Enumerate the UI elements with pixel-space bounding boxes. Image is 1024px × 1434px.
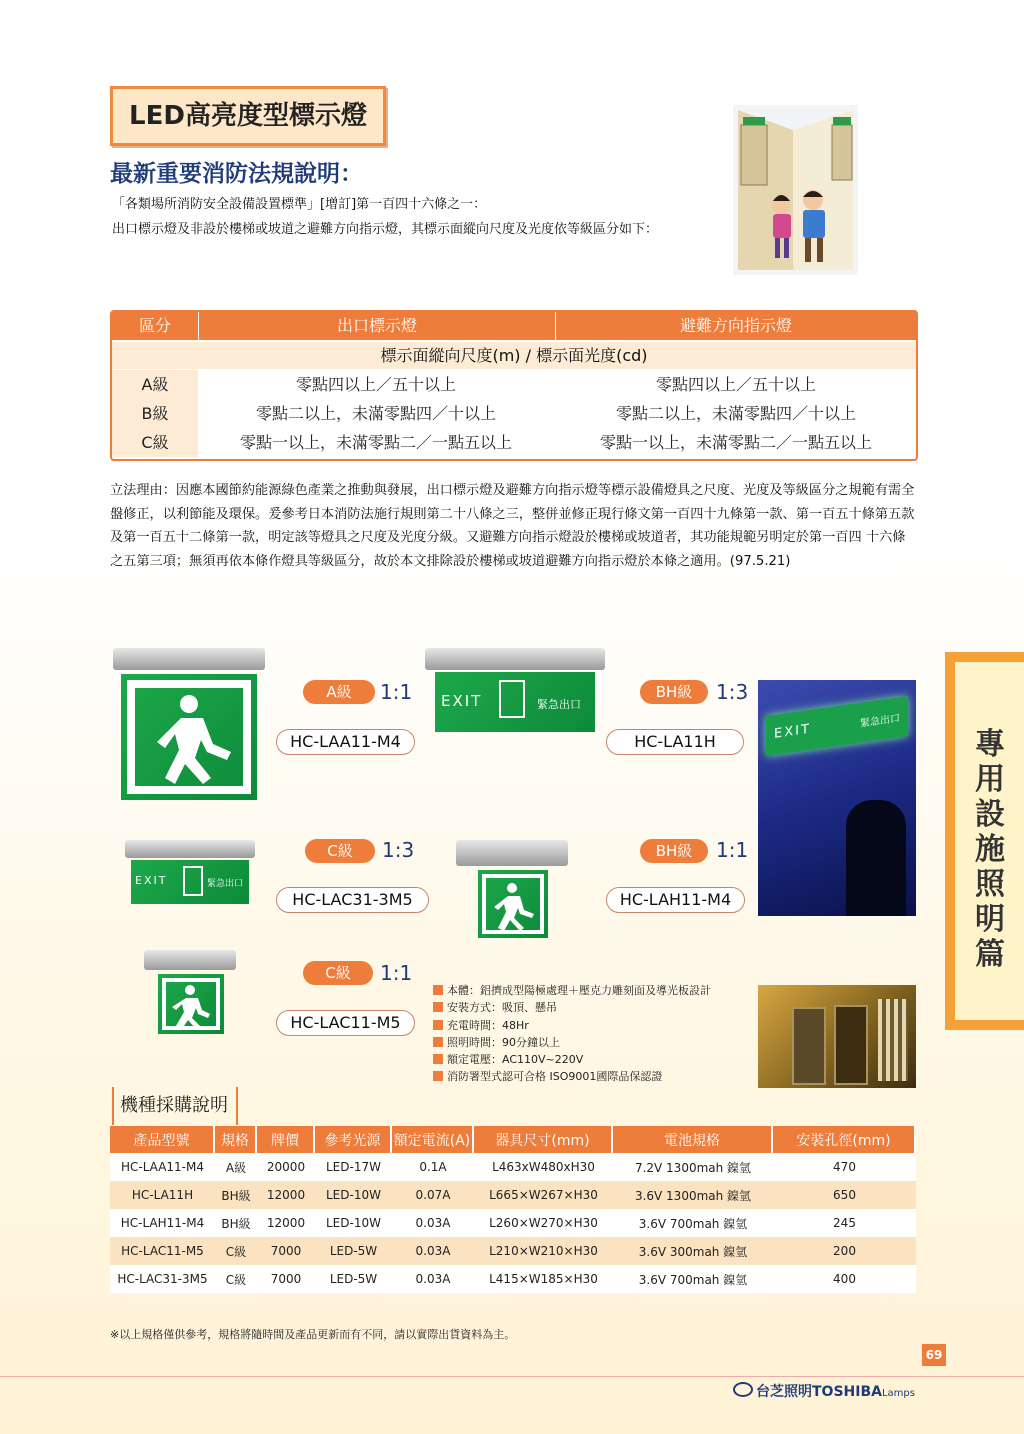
cell-model: HC-LA11H (110, 1181, 215, 1209)
ratio-label: 1:1 (380, 961, 413, 985)
disclaimer-note: ※以上規格僅供參考，規格將隨時間及產品更新而有不同，請以實際出貨資料為主。 (110, 1328, 516, 1341)
ratio-label: 1:1 (716, 838, 749, 862)
cell-hole: 650 (773, 1181, 916, 1209)
cell-price: 7000 (257, 1265, 315, 1293)
grade-badge: C級 (305, 839, 375, 863)
table-row (110, 1153, 916, 1181)
cell-hole: 400 (773, 1265, 916, 1293)
sign-exit-text: EXIT (441, 692, 483, 710)
grade-cell: B級 (112, 399, 198, 428)
model-label: HC-LAA11-M4 (276, 729, 415, 755)
cell-price: 12000 (257, 1209, 315, 1237)
brand-lamps: Lamps (881, 1388, 915, 1399)
model-label: HC-LA11H (606, 729, 744, 755)
grade-badge: A級 (303, 680, 375, 704)
col-header: 參考光源 (315, 1126, 392, 1153)
cell-light-source: LED-5W (315, 1265, 392, 1293)
grade-cell: C級 (112, 428, 198, 457)
cell-grade: BH級 (215, 1209, 257, 1237)
cell-current: 0.03A (392, 1237, 474, 1265)
legislative-reason-text: 立法理由：因應本國節約能源綠色產業之推動與發展，出口標示燈及避難方向指示燈等標示設備燈具之尺度、光度及等級區分之規範有需全盤修正，以利節能及環保。爰參考日本消防法施行規則第二十八條之三，整併並修正現行條文第一百四十九條第一款、第一百五十條第五款及第一百五十二條第一款，明定該等燈具之尺度及光度分級。又避難方向指示燈設於樓梯或坡道者，其功能規範另明定於第一百四 十六條之五第三項；無須再依本條作燈具等級區分，故於本文排除設於樓梯或坡道避難方向指示燈於本條之適用。(97.5.21) (110, 483, 915, 569)
grade-cell: A級 (112, 370, 198, 399)
model-label: HC-LAC31-3M5 (276, 887, 429, 913)
cell-size: L260×W270×H30 (474, 1209, 613, 1237)
cell-size: L415×W185×H30 (474, 1265, 613, 1293)
intro-line-2: 出口標示燈及非設於樓梯或坡道之避難方向指示燈，其標示面縱向尺度及光度依等級區分如下： (112, 222, 659, 237)
cell-battery: 3.6V 300mah 鎳氫 (613, 1237, 773, 1265)
grade-subheader: 標示面縱向尺度(m) / 標示面光度(cd) (112, 342, 916, 369)
cell-hole: 200 (773, 1237, 916, 1265)
cell-grade: BH級 (215, 1181, 257, 1209)
cell-current: 0.03A (392, 1209, 474, 1237)
section-subtitle: 最新重要消防法規說明： (110, 161, 363, 187)
cell-size: L210×W210×H30 (474, 1237, 613, 1265)
spec-item: 充電時間：48Hr (433, 1017, 711, 1034)
children-exit-illustration (733, 105, 858, 275)
installation-photo-night (758, 680, 916, 916)
table-row (110, 1181, 916, 1209)
purchase-section-title: 機種採購說明 (112, 1087, 238, 1125)
brand-toshiba: TOSHIBA (812, 1384, 882, 1400)
cell-light-source: LED-5W (315, 1237, 392, 1265)
cell-battery: 3.6V 700mah 鎳氫 (613, 1265, 773, 1293)
grade-header-class: 區分 (112, 312, 198, 340)
grade-direction-cell: 零點二以上，未滿零點四／十以上 (615, 404, 856, 423)
cell-battery: 3.6V 700mah 鎳氫 (613, 1209, 773, 1237)
grade-exit-cell: 零點四以上／五十以上 (295, 375, 456, 394)
grade-badge: BH級 (640, 839, 708, 863)
grade-header-direction: 避難方向指示燈 (556, 312, 916, 340)
cell-size: L463xW480xH30 (474, 1153, 613, 1181)
cell-current: 0.07A (392, 1181, 474, 1209)
product-image-hc-lac11-m5 (144, 950, 236, 1036)
col-header: 產品型號 (110, 1126, 215, 1153)
spec-item: 安裝方式：吸頂、懸吊 (433, 999, 711, 1016)
grade-direction-cell: 零點四以上／五十以上 (655, 375, 816, 394)
col-header: 電池規格 (613, 1126, 773, 1153)
col-header: 規格 (215, 1126, 257, 1153)
spec-item: 額定電壓：AC110V~220V (433, 1051, 711, 1068)
ratio-label: 1:3 (716, 680, 749, 704)
installation-photo-hallway (758, 985, 916, 1088)
grade-header-exit: 出口標示燈 (199, 312, 555, 340)
sign-exit-text: EXIT (135, 874, 168, 887)
cell-model: HC-LAH11-M4 (110, 1209, 215, 1237)
cell-light-source: LED-10W (315, 1181, 392, 1209)
brand-logo (733, 1381, 915, 1401)
spec-list (433, 982, 711, 1086)
grade-row (112, 370, 916, 399)
table-row (110, 1209, 916, 1237)
side-tab-label: 專用設施照明篇 (975, 727, 1005, 972)
footer-divider (0, 1376, 1024, 1377)
running-man-icon (158, 974, 224, 1034)
model-label: HC-LAC11-M5 (276, 1010, 415, 1036)
cell-light-source: LED-10W (315, 1209, 392, 1237)
col-header: 安裝孔徑(mm) (773, 1126, 916, 1153)
sign-emergency-text: 緊急出口 (207, 879, 244, 889)
cell-current: 0.1A (392, 1153, 474, 1181)
purchase-table (110, 1126, 916, 1293)
brand-mark-icon (733, 1382, 753, 1397)
cell-hole: 245 (773, 1209, 916, 1237)
cell-hole: 470 (773, 1153, 916, 1181)
brand-name: 台芝照明 (756, 1384, 812, 1400)
product-image-hc-la11h (425, 648, 605, 736)
cell-battery: 3.6V 1300mah 鎳氫 (613, 1181, 773, 1209)
spec-item: 本體：鋁擠成型陽極處理＋壓克力雕刻面及導光板設計 (433, 982, 711, 999)
grade-direction-cell: 零點一以上，未滿零點二／一點五以上 (599, 433, 872, 452)
cell-grade: C級 (215, 1265, 257, 1293)
table-row (110, 1237, 916, 1265)
cell-model: HC-LAC11-M5 (110, 1237, 215, 1265)
grade-row (112, 428, 916, 457)
grade-badge: C級 (303, 961, 373, 985)
page-title: LED高亮度型標示燈 (110, 86, 386, 146)
col-header: 器具尺寸(mm) (474, 1126, 613, 1153)
grade-exit-cell: 零點二以上，未滿零點四／十以上 (255, 404, 496, 423)
cell-light-source: LED-17W (315, 1153, 392, 1181)
grade-exit-cell: 零點一以上，未滿零點二／一點五以上 (239, 433, 512, 452)
grade-badge: BH級 (640, 680, 708, 704)
running-man-icon (121, 674, 257, 800)
purchase-header-row (110, 1126, 916, 1153)
cell-price: 20000 (257, 1153, 315, 1181)
model-label: HC-LAH11-M4 (606, 887, 745, 913)
cell-grade: A級 (215, 1153, 257, 1181)
grade-table (110, 310, 918, 461)
section-side-tab (945, 652, 1024, 1030)
cell-model: HC-LAC31-3M5 (110, 1265, 215, 1293)
page-number: 69 (922, 1344, 946, 1366)
ratio-label: 1:1 (380, 680, 413, 704)
sign-exit-text: EXIT (774, 721, 811, 742)
grade-row (112, 399, 916, 428)
col-header: 額定電流(A) (392, 1126, 474, 1153)
running-man-icon (478, 870, 548, 938)
spec-item: 照明時間：90分鐘以上 (433, 1034, 711, 1051)
col-header: 牌價 (257, 1126, 315, 1153)
intro-line-1: 「各類場所消防安全設備設置標準」[增訂]第一百四十六條之一： (112, 197, 487, 212)
cell-grade: C級 (215, 1237, 257, 1265)
product-image-hc-lah11-m4 (456, 840, 568, 940)
cell-model: HC-LAA11-M4 (110, 1153, 215, 1181)
sign-emergency-text: 緊急出口 (860, 713, 900, 730)
spec-item: 消防署型式認可合格 ISO9001國際品保認證 (433, 1068, 711, 1085)
cell-size: L665×W267×H30 (474, 1181, 613, 1209)
table-row (110, 1265, 916, 1293)
cell-price: 7000 (257, 1237, 315, 1265)
cell-current: 0.03A (392, 1265, 474, 1293)
cell-price: 12000 (257, 1181, 315, 1209)
ratio-label: 1:3 (382, 838, 415, 862)
product-image-hc-laa11-m4 (113, 648, 265, 803)
sign-emergency-text: 緊急出口 (537, 698, 581, 711)
product-image-hc-lac31-3m5 (125, 840, 255, 906)
cell-battery: 7.2V 1300mah 鎳氫 (613, 1153, 773, 1181)
